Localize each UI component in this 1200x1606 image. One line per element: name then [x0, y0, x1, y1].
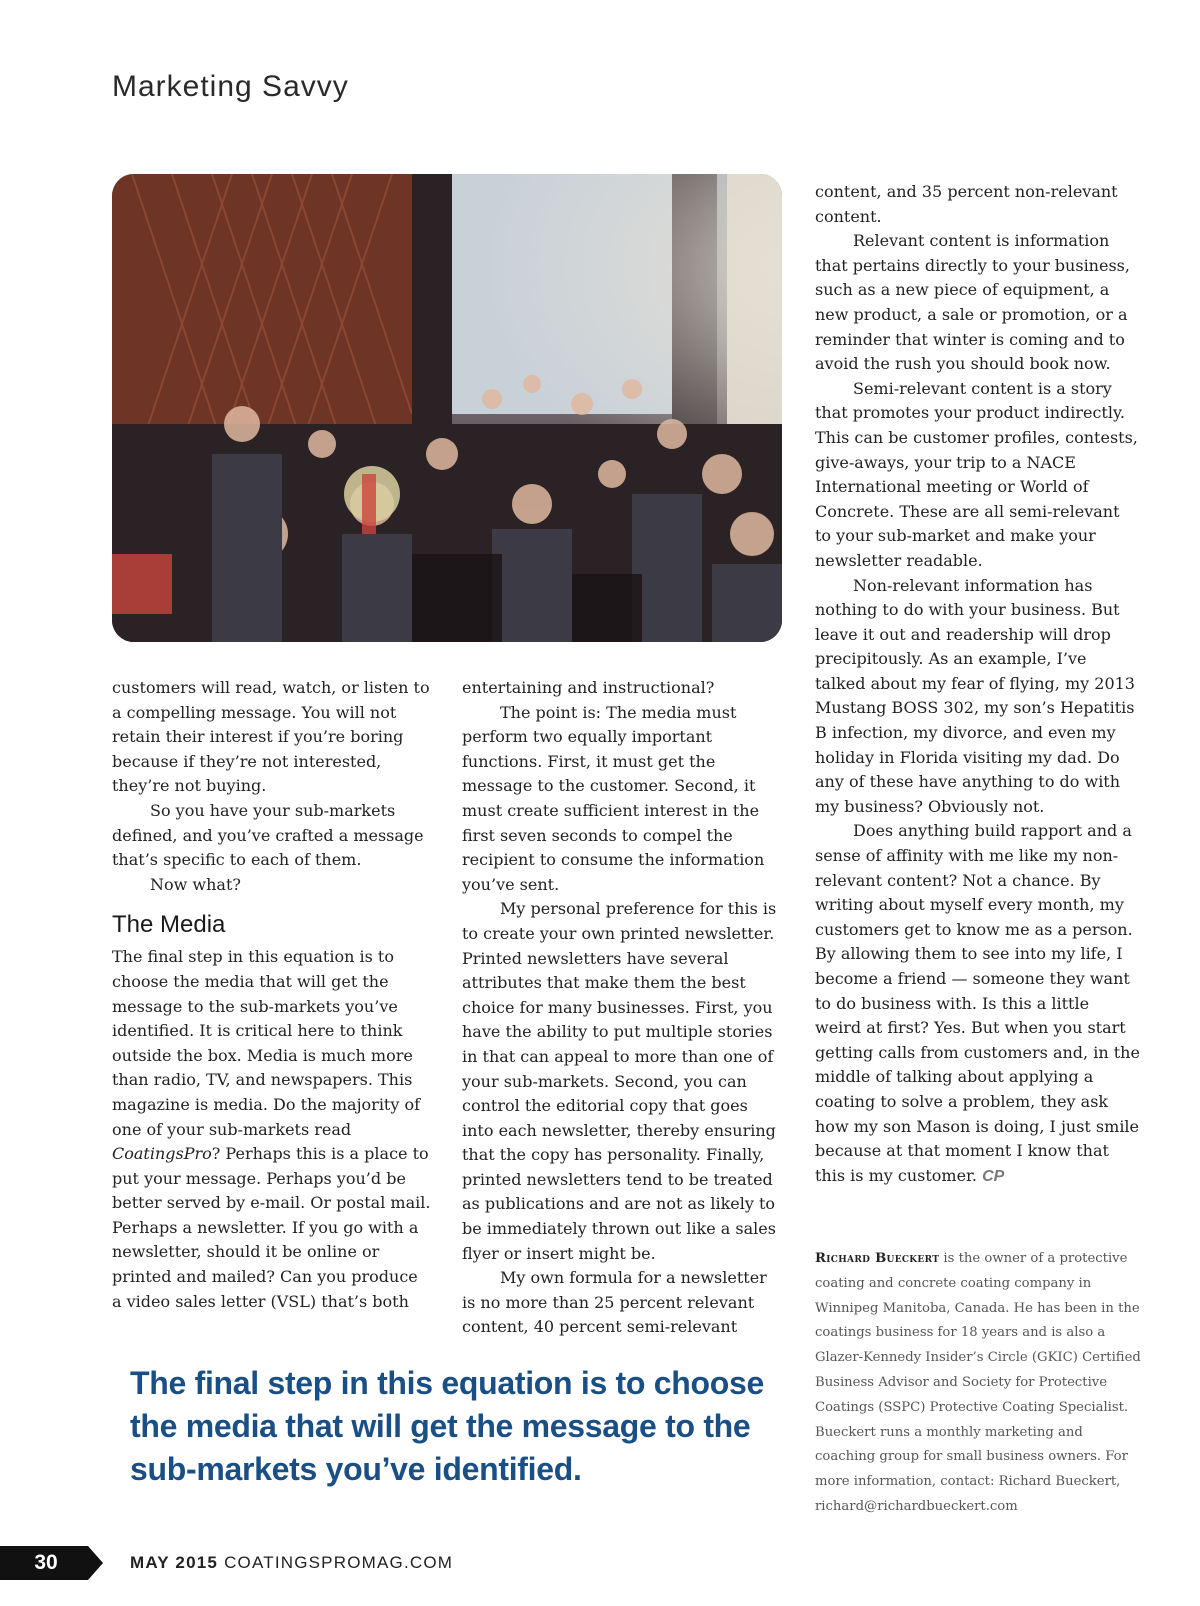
paragraph: content, and 35 percent non-relevant content.	[815, 182, 1118, 226]
subhead-the-media: The Media	[112, 911, 226, 939]
paragraph: Semi-relevant content is a story that promotes your product indirectly. This can be customer profiles, contests, give-aways, your trip to a NACE International meeting or World of Concrete. These are all semi-relevant to your sub-market and make your newsletter readable.	[815, 378, 1138, 570]
paragraph: Non-relevant information has nothing to do with your business. But leave it out and readership will drop precipitously. As an example, I’ve talked about my fear of flying, my 2013 Mustang BOSS 302, my son’s Hepatitis B infection, my divorce, and even my holiday in Florida visiting my dad. Do any of these have anything to do with my business? Obviously not.	[815, 575, 1135, 816]
paragraph: customers will read, watch, or listen to a compelling message. You will not retain their interest if you’re boring because if they’re not interested, they’re not buying.	[112, 678, 430, 796]
paragraph-text: Does anything build rapport and a sense of affinity with me like my non-relevant content? Not a chance. By writing about myself every month, my customers get to know me as a person. By allowing them to see into my life, I become a friend — someone they want to do business with. Is this a little weird at first? Yes. But when you start getting calls from customers and, in the middle of talking about applying a coating to solve a problem, they ask how my son Mason is doing, I just smile because at that moment I know that this is my customer.	[815, 821, 1140, 1185]
paragraph: My personal preference for this is to create your own printed newsletter. Printed newsletters have several attributes that make them the best choice for many businesses. First, you have the ability to put multiple stories in that can appeal to more than one of your sub-markets. Second, you can control the editorial copy that goes into each newsletter, thereby ensuring that the copy has personality. Finally, printed newsletters tend to be treated as publications and are not as likely to be immediately thrown out like a sales flyer or insert might be.	[462, 899, 777, 1263]
site-url: COATINGSPROMAG.COM	[224, 1553, 454, 1572]
bio-text: is the owner of a protective coating and concrete coating company in Winnipeg Manitoba, Canada. He has been in the coatings business for 18 years and is also a Glazer-Kennedy Insider’s Circle (GKIC) Certified Business Advisor and Society for Protective Coatings (SSPC) Protective Coating Specialist. Bueckert runs a monthly marketing and coaching group for small business owners. For more information, contact: Richard Bueckert, richard@richardbueckert.com	[815, 1251, 1141, 1514]
end-mark: CP	[982, 1167, 1005, 1185]
magazine-name: CoatingsPro	[112, 1144, 212, 1164]
footer	[130, 1553, 453, 1573]
paragraph: Relevant content is information that pertains directly to your business, such as a new piece of equipment, a new product, a sale or promotion, or a reminder that winter is coming and to avoid the rush you should book now.	[815, 231, 1130, 374]
paragraph: The point is: The media must perform two equally important functions. First, it must get the message to the customer. Second, it must create sufficient interest in the first seven seconds to compel the recipient to consume the information you’ve sent.	[462, 702, 765, 894]
section-title: Marketing Savvy	[112, 70, 349, 103]
issue-date: MAY 2015	[130, 1553, 219, 1572]
paragraph: So you have your sub-markets defined, and you’ve crafted a message that’s specific to each of them.	[112, 800, 424, 870]
paragraph	[815, 819, 1140, 1189]
paragraph-text: The final step in this equation is to choose the media that will get the message to the sub-markets you’ve identified. It is critical here to think outside the box. Media is much more than radio, TV, and newspapers. This magazine is media. Do the majority of one of your sub-markets read	[112, 947, 421, 1139]
paragraph-text: ? Perhaps this is a place to put your message. Perhaps you’d be better served by e-mail. Or postal mail. Perhaps a newsletter. If you go with a newsletter, should it be online or printed and mailed? Can you produce a video sales letter (VSL) that’s both	[112, 1144, 431, 1311]
paragraph: Now what?	[150, 874, 241, 894]
author-name: Richard Bueckert	[815, 1251, 940, 1266]
photo-icon	[112, 174, 782, 642]
paragraph: My own formula for a newsletter is no more than 25 percent relevant content, 40 percent semi-relevant	[462, 1268, 767, 1337]
column-3	[815, 180, 1140, 1189]
column-2	[462, 676, 782, 1340]
trade-show-photo	[112, 174, 782, 642]
column-1	[112, 676, 432, 1314]
pull-quote: The final step in this equation is to choose the media that will get the message to the sub-markets you’ve identified.	[130, 1365, 764, 1487]
paragraph: entertaining and instructional?	[462, 678, 715, 697]
paragraph	[112, 945, 432, 1314]
author-bio	[815, 1247, 1145, 1520]
page-number: 30	[34, 1551, 58, 1574]
